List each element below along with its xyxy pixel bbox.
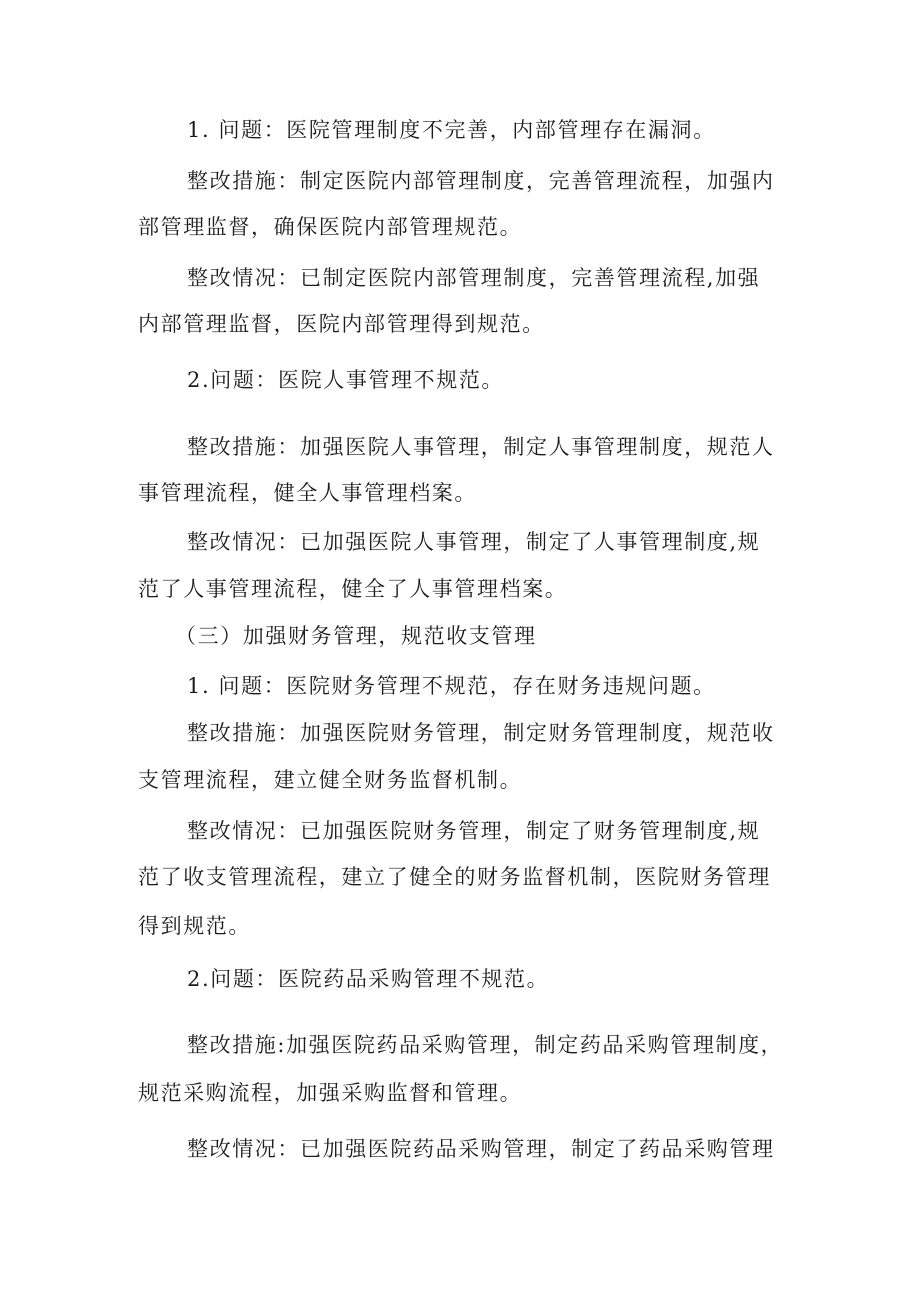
text-line: 内部管理监督，医院内部管理得到规范。	[138, 312, 545, 336]
text-line: 得到规范。	[138, 914, 251, 938]
text-line: 整改措施：加强医院人事管理，制定人事管理制度，规范人	[187, 435, 775, 459]
text-line: 整改情况：已加强医院财务管理，制定了财务管理制度,规	[187, 819, 761, 843]
text-line: 整改情况：已制定医院内部管理制度，完善管理流程,加强	[187, 266, 761, 290]
text-line: 范了收支管理流程，建立了健全的财务监督机制，医院财务管理	[138, 865, 771, 889]
text-line: 事管理流程，健全人事管理档案。	[138, 481, 477, 505]
text-line: 整改情况：已加强医院药品采购管理，制定了药品采购管理	[187, 1137, 775, 1161]
text-line: 2.问题：医院人事管理不规范。	[187, 368, 505, 392]
text-line: 2.问题：医院药品采购管理不规范。	[187, 967, 550, 991]
section-heading: （三）加强财务管理，规范收支管理	[175, 624, 537, 648]
text-line: 范了人事管理流程，健全了人事管理档案。	[138, 577, 568, 601]
text-line: 部管理监督，确保医院内部管理规范。	[138, 215, 523, 239]
text-line: 1. 问题：医院财务管理不规范，存在财务违规问题。	[187, 674, 716, 698]
text-line: 支管理流程，建立健全财务监督机制。	[138, 768, 523, 792]
text-line: 整改措施:加强医院药品采购管理，制定药品采购管理制度，	[187, 1033, 784, 1057]
text-line: 整改措施：加强医院财务管理，制定财务管理制度，规范收	[187, 721, 775, 745]
text-line: 整改措施：制定医院内部管理制度，完善管理流程，加强内	[187, 169, 775, 193]
text-line: 整改情况：已加强医院人事管理，制定了人事管理制度,规	[187, 530, 761, 554]
text-line: 规范采购流程，加强采购监督和管理。	[138, 1081, 523, 1105]
text-line: 1. 问题：医院管理制度不完善，内部管理存在漏洞。	[187, 118, 716, 142]
